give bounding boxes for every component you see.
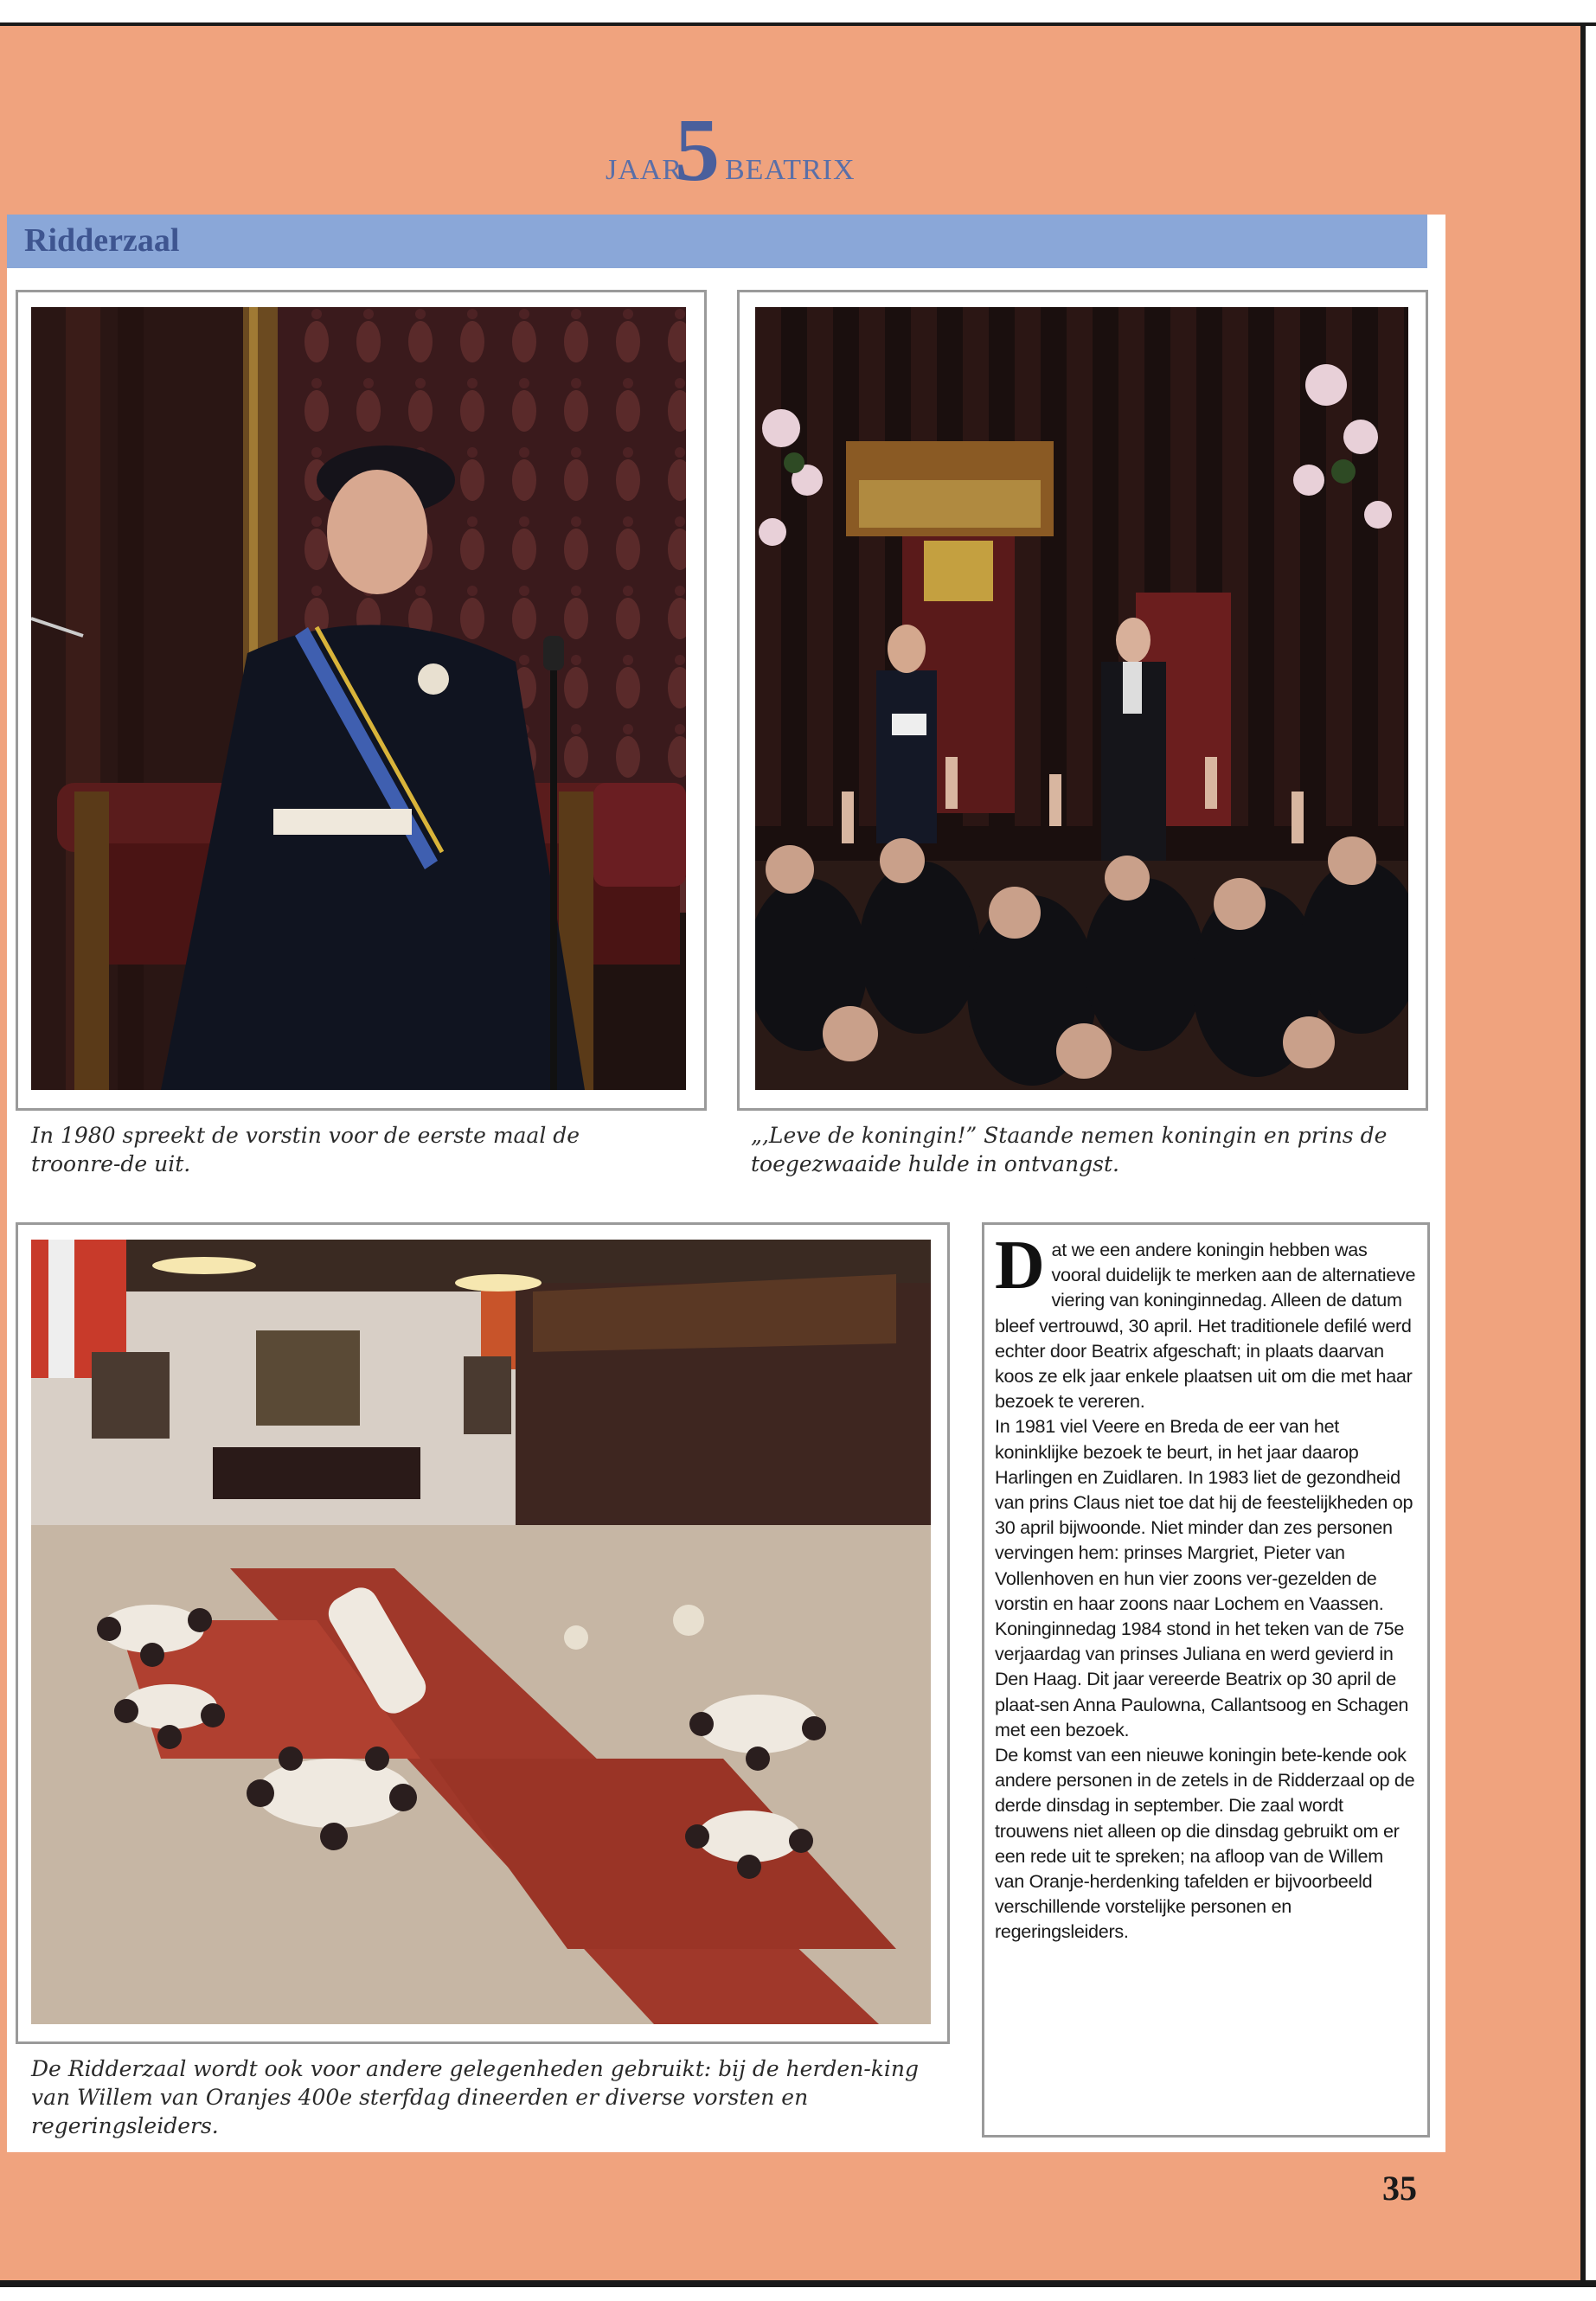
top-rule [0,0,1596,26]
photo-queen-throne [31,307,686,1090]
right-rule [1580,22,1586,2284]
article-paragraph-1: at we een andere koningin hebben was vooral duidelijk te merken aan de alternatieve viering van koninginnedag. Alleen de datum bleef vertrouwd, 30 april. Het traditionele defilé werd echter door Beatrix afgeschaft; in plaats daarvan koos ze elk jaar enkele plaatsen uit om die met haar bezoek te vereren. [995,1239,1416,1413]
masthead-word-left: JAAR [606,154,683,186]
article-paragraph-2: In 1981 viel Veere en Breda de eer van het koninklijke bezoek te beurt, in het jaar daarop Harlingen en Zuidlaren. In 1983 liet de gezondheid van prins Claus niet toe dat hij de feestelijkheden op 30 april bijwoonde. Niet minder dan zes personen vervingen hem: prinses Margriet, Pieter van Vollenhoven en hun vier zoons ver-gezelden de vorstin en haar zoons naar Lochem en Vaassen. [995,1415,1413,1614]
caption-right: „,Leve de koningin!” Staande nemen koningin en prins de toegezwaaide hulde in ontvangst. [751,1123,1388,1176]
article-paragraph-4: De komst van een nieuwe koningin bete-kende ook andere personen in de zetels in de Ridderzaal op de derde dinsdag in september. Die zaal wordt trouwens niet alleen op die dinsdag gebruikt om er een rede uit te spreken; na afloop van de Willem van Oranje-herdenking tafelden er bijvoorbeeld verschillende vorstelijke personen en regeringsleiders. [995,1744,1415,1943]
section-title: Ridderzaal [24,222,180,259]
throne-ovation-photo-icon [755,307,1408,1090]
dropcap: D [995,1227,1045,1304]
banquet-hall-photo-icon [31,1240,931,2024]
photo-throne-ovation [755,307,1408,1090]
section-header-bar [7,215,1427,268]
article-paragraph-3: Koninginnedag 1984 stond in het teken van de 75e verjaardag van prinses Juliana en werd gevierd in Den Haag. Dit jaar vereerde Beatrix op 30 april de plaat-sen Anna Paulowna, Callantsoog en Schagen met een bezoek. [995,1618,1409,1740]
article-text [995,1227,1417,1945]
bottom-rule [0,2280,1596,2287]
masthead-logo [606,100,856,200]
photo-banquet-hall [31,1240,931,2024]
page-number: 35 [1382,2169,1417,2208]
caption-bottom: De Ridderzaal wordt ook voor andere gelegenheden gebruikt: bij de herden-king van Willem van Oranjes 400e sterfdag dineerden er diverse vorsten en regeringsleiders. [31,2056,920,2138]
caption-left: In 1980 spreekt de vorstin voor de eerste maal de troonre-de uit. [31,1123,580,1176]
queen-throne-photo-icon [31,307,686,1090]
masthead-number: 5 [675,100,720,200]
masthead-word-right: BEATRIX [725,154,856,186]
